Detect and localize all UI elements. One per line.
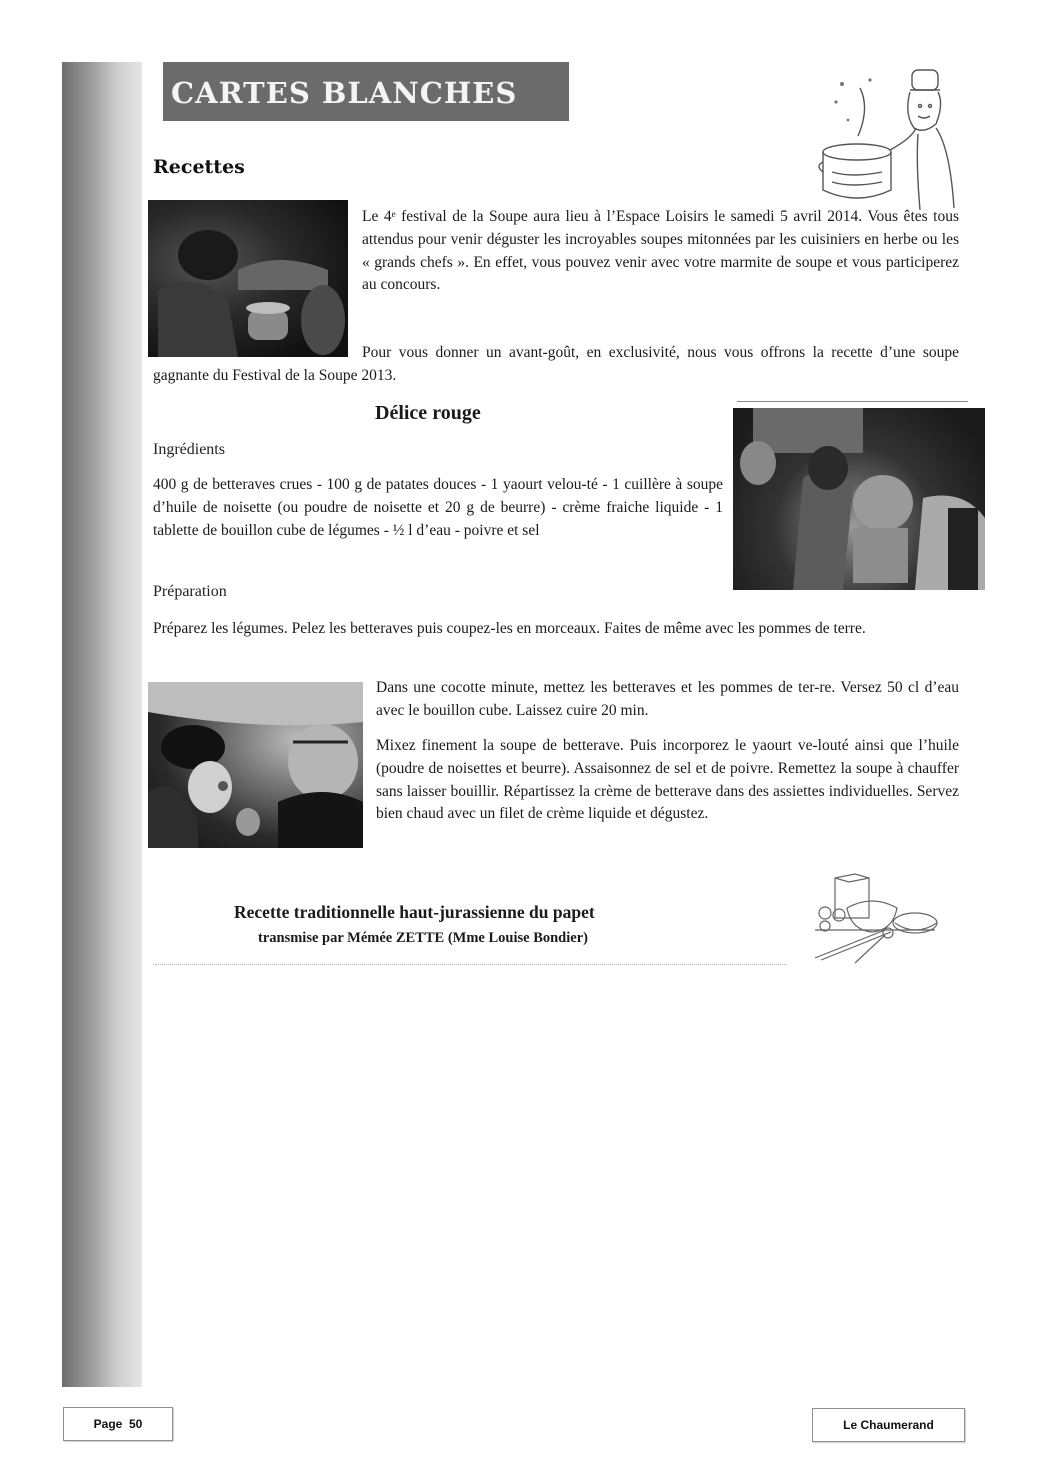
page-number-box: [63, 1407, 173, 1441]
preparation-step: Préparez les légumes. Pelez les betteraves puis coupez-les en morceaux. Faites de même avec les pommes de terre.: [153, 620, 866, 637]
publication-name: Le Chaumerand: [843, 1418, 934, 1432]
papet-recipe-subtitle: transmise par Mémée ZETTE (Mme Louise Bondier): [258, 930, 588, 946]
festival-photo-3: [148, 682, 363, 848]
publication-name-box: [812, 1408, 965, 1442]
section-title: Recettes: [153, 156, 245, 178]
festival-photo-2: [733, 408, 985, 590]
intro-paragraph: Le 4ᵉ festival de la Soupe aura lieu à l’Espace Loisirs le samedi 5 avril 2014. Vous êtes tous attendus pour venir déguster les incroyables soupes mitonnées par les cuisiniers en herbe ou les « grands chefs ». En effet, vous pouvez venir avec votre marmite de soupe et vous participerez au concours.: [362, 208, 959, 294]
divider-line: [737, 401, 968, 402]
preparation-heading: Préparation: [153, 583, 227, 600]
festival-photo-1: [148, 200, 348, 357]
dotted-separator: [155, 964, 787, 965]
page-number: Page 50: [93, 1417, 143, 1431]
chef-illustration-icon: [812, 62, 962, 212]
intro-paragraph-2: Pour vous donner un avant-goût, en exclusivité, nous vous offrons la recette d’une soupe gagnante du Festival de la Soupe 2013.: [153, 344, 959, 384]
papet-recipe-title: Recette traditionnelle haut-jurassienne du papet: [234, 902, 595, 922]
baking-utensils-illustration-icon: [795, 868, 955, 968]
ingredients-list: 400 g de betteraves crues - 100 g de patates douces - 1 yaourt velou-té - 1 cuillère à soupe d’huile de noisette (ou poudre de noisette et 20 g de beurre) - crème fraiche liquide - 1 tablette de bouillon cube de légumes - ½ l d’eau - poivre et sel: [153, 476, 723, 539]
recipe-title: Délice rouge: [375, 402, 481, 424]
banner-title: CARTES BLANCHES: [171, 76, 518, 110]
preparation-step: Mixez finement la soupe de betterave. Puis incorporez le yaourt ve-louté ainsi que l’huile (poudre de noisettes et beurre). Assaisonnez de sel et de poivre. Remettez la soupe à chauffer sans laisser bouillir. Répartissez la crème de betterave dans des assiettes individuelles. Servez bien chaud avec un filet de crème liquide et dégustez.: [376, 737, 959, 823]
decorative-gradient-sidebar: [62, 62, 142, 1387]
ingredients-heading: Ingrédients: [153, 441, 225, 458]
section-banner: [163, 62, 569, 121]
preparation-step: Dans une cocotte minute, mettez les betteraves et les pommes de ter-re. Versez 50 cl d’eau avec le bouillon cube. Laissez cuire 20 min.: [376, 679, 959, 719]
